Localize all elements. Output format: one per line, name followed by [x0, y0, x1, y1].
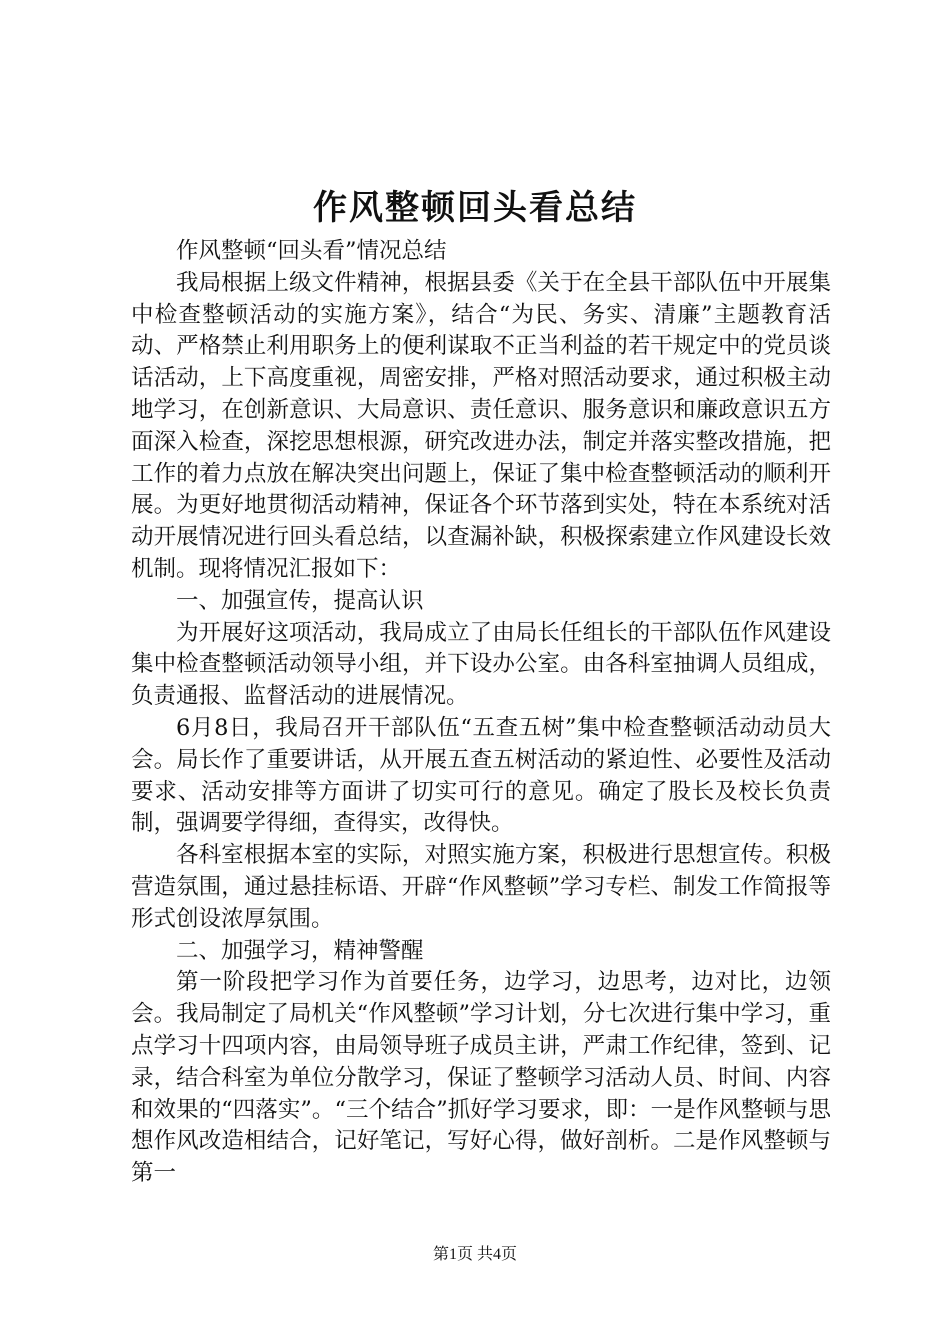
paragraph: 各科室根据本室的实际，对照实施方案，积极进行思想宣传。积极营造氛围，通过悬挂标语、开辟“作风整顿”学习专栏、制发工作简报等形式创设浓厚氛围。	[131, 842, 831, 932]
paragraph: 6月8日，我局召开干部队伍“五查五树”集中检查整顿活动动员大会。局长作了重要讲话，从开展五查五树活动的紧迫性、必要性及活动要求、活动安排等方面讲了切实可行的意见。确定了股长及校长负责制，强调要学得细，查得实，改得快。	[131, 714, 831, 837]
page-footer: 第1页 共4页	[432, 1246, 517, 1263]
paragraph: 第一阶段把学习作为首要任务，边学习，边思考，边对比，边领会。我局制定了局机关“作风整顿”学习计划，分七次进行集中学习，重点学习十四项内容，由局领导班子成员主讲，严肃工作纪律，签到、记录，结合科室为单位分散学习，保证了整顿学习活动人员、时间、内容和效果的“四落实”。“三个结合”抓好学习要求，即：一是作风整顿与思想作风改造相结合，记好笔记，写好心得，做好剖析。二是作风整顿与第一	[131, 969, 831, 1187]
document-title: 作风整顿回头看总结	[313, 188, 637, 228]
paragraph: 为开展好这项活动，我局成立了由局长任组长的干部队伍作风建设集中检查整顿活动领导小组，并下设办公室。由各科室抽调人员组成，负责通报、监督活动的进展情况。	[131, 619, 831, 710]
paragraph: 我局根据上级文件精神，根据县委《关于在全县干部队伍中开展集中检查整顿活动的实施方案》，结合“为民、务实、清廉”主题教育活动、严格禁止利用职务上的便利谋取不正当利益的若干规定中的党员谈话活动，上下高度重视，周密安排，严格对照活动要求，通过积极主动地学习，在创新意识、大局意识、责任意识、服务意识和廉政意识五方面深入检查，深挖思想根源，研究改进办法，制定并落实整改措施，把工作的着力点放在解决突出问题上，保证了集中检查整顿活动的顺利开展。为更好地贯彻活动精神，保证各个环节落到实处，特在本系统对活动开展情况进行回头看总结，以查漏补缺，积极探索建立作风建设长效机制。现将情况汇报如下：	[131, 269, 831, 582]
document-body	[131, 236, 831, 1190]
section-heading: 二、加强学习，精神警醒	[176, 937, 424, 964]
section-heading: 一、加强宣传，提高认识	[176, 587, 424, 614]
paragraph: 作风整顿“回头看”情况总结	[176, 238, 447, 264]
